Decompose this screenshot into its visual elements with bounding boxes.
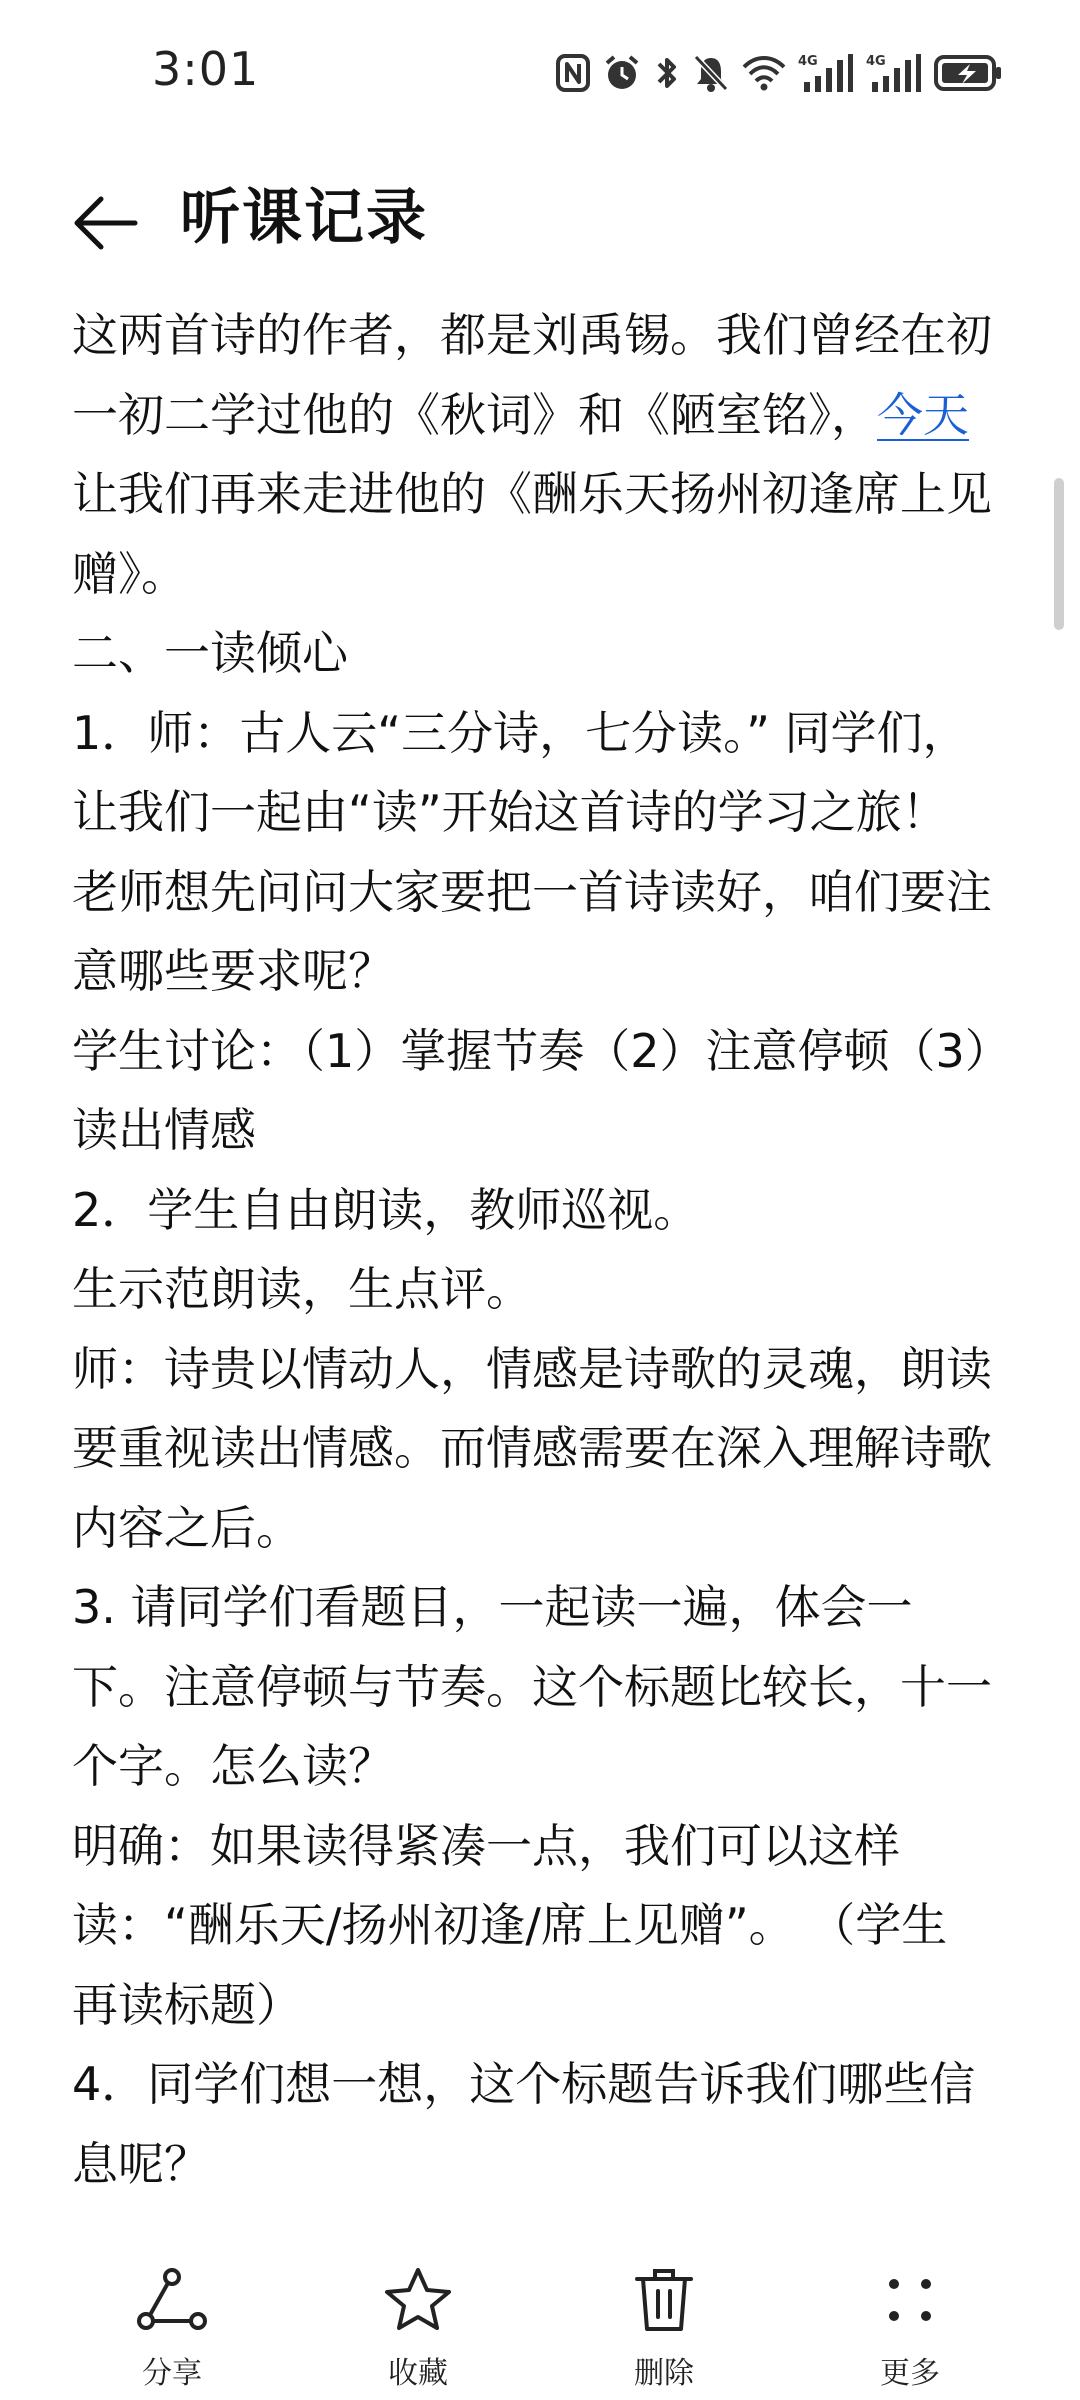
status-time: 3:01	[152, 42, 260, 96]
paragraph: 4．同学们想一想，这个标题告诉我们哪些信息呢？	[72, 2057, 976, 2191]
page-title: 听课记录	[180, 183, 428, 253]
wifi-icon	[742, 55, 786, 91]
delete-button[interactable]	[574, 2262, 754, 2392]
back-button[interactable]	[60, 178, 150, 268]
detected-link[interactable]: 今天	[877, 387, 969, 442]
scrollbar-thumb[interactable]	[1054, 478, 1064, 630]
star-icon	[378, 2262, 458, 2338]
paragraph-text: 这两首诗的作者，都是刘禹锡。我们曾经在初一初二学过他的《秋词》和《陋室铭》，	[72, 308, 992, 442]
paragraph: 师：诗贵以情动人，情感是诗歌的灵魂，朗读要重视读出情感。而情感需要在深入理解诗歌内容之后。	[72, 1341, 992, 1555]
share-button[interactable]	[82, 2262, 262, 2392]
arrow-left-icon	[69, 193, 141, 253]
status-bar	[0, 0, 1080, 140]
section-heading: 二、一读倾心	[72, 626, 348, 680]
favorite-label: 收藏	[388, 2356, 448, 2391]
battery-charging-icon	[934, 54, 1002, 92]
network-label: 4G	[798, 54, 818, 69]
paragraph: 学生讨论：（1）掌握节奏（2）注意停顿（3）读出情感	[72, 1023, 988, 1157]
share-label: 分享	[142, 2356, 202, 2391]
alarm-icon	[602, 53, 642, 93]
signal-4g-icon	[866, 52, 922, 94]
more-button[interactable]	[820, 2262, 1000, 2392]
trash-icon	[624, 2262, 704, 2338]
nfc-icon	[556, 53, 590, 93]
bottom-toolbar	[0, 2248, 1080, 2400]
delete-label: 删除	[634, 2356, 694, 2391]
more-dots-icon	[870, 2262, 950, 2338]
app-header	[0, 150, 1080, 280]
paragraph-text: 让我们再来走进他的《酬乐天扬州初逢席上见赠》。	[72, 467, 992, 601]
paragraph: 明确：如果读得紧凑一点，我们可以这样读：“酬乐天/扬州初逢/席上见赠”。 （学生再读标题）	[72, 1818, 948, 2032]
paragraph: 1．师：古人云“三分诗，七分读。” 同学们，让我们一起由“读”开始这首诗的学习之旅！ 老师想先问问大家要把一首诗读好，咱们要注意哪些要求呢？	[72, 705, 992, 998]
more-label: 更多	[880, 2356, 940, 2391]
paragraph	[72, 296, 992, 614]
paragraph: 生示范朗读，生点评。	[72, 1262, 532, 1316]
share-icon	[132, 2262, 212, 2338]
note-content[interactable]	[72, 296, 992, 2236]
bluetooth-icon	[654, 53, 680, 93]
favorite-button[interactable]	[328, 2262, 508, 2392]
mute-icon	[692, 53, 730, 93]
paragraph: 2．学生自由朗读，教师巡视。	[72, 1182, 700, 1237]
network-label: 4G	[866, 54, 886, 69]
paragraph: 3. 请同学们看题目，一起读一遍，体会一下。注意停顿与节奏。这个标题比较长，十一个字。怎么读？	[72, 1580, 992, 1793]
status-icons	[556, 48, 1002, 98]
signal-4g-icon	[798, 52, 854, 94]
